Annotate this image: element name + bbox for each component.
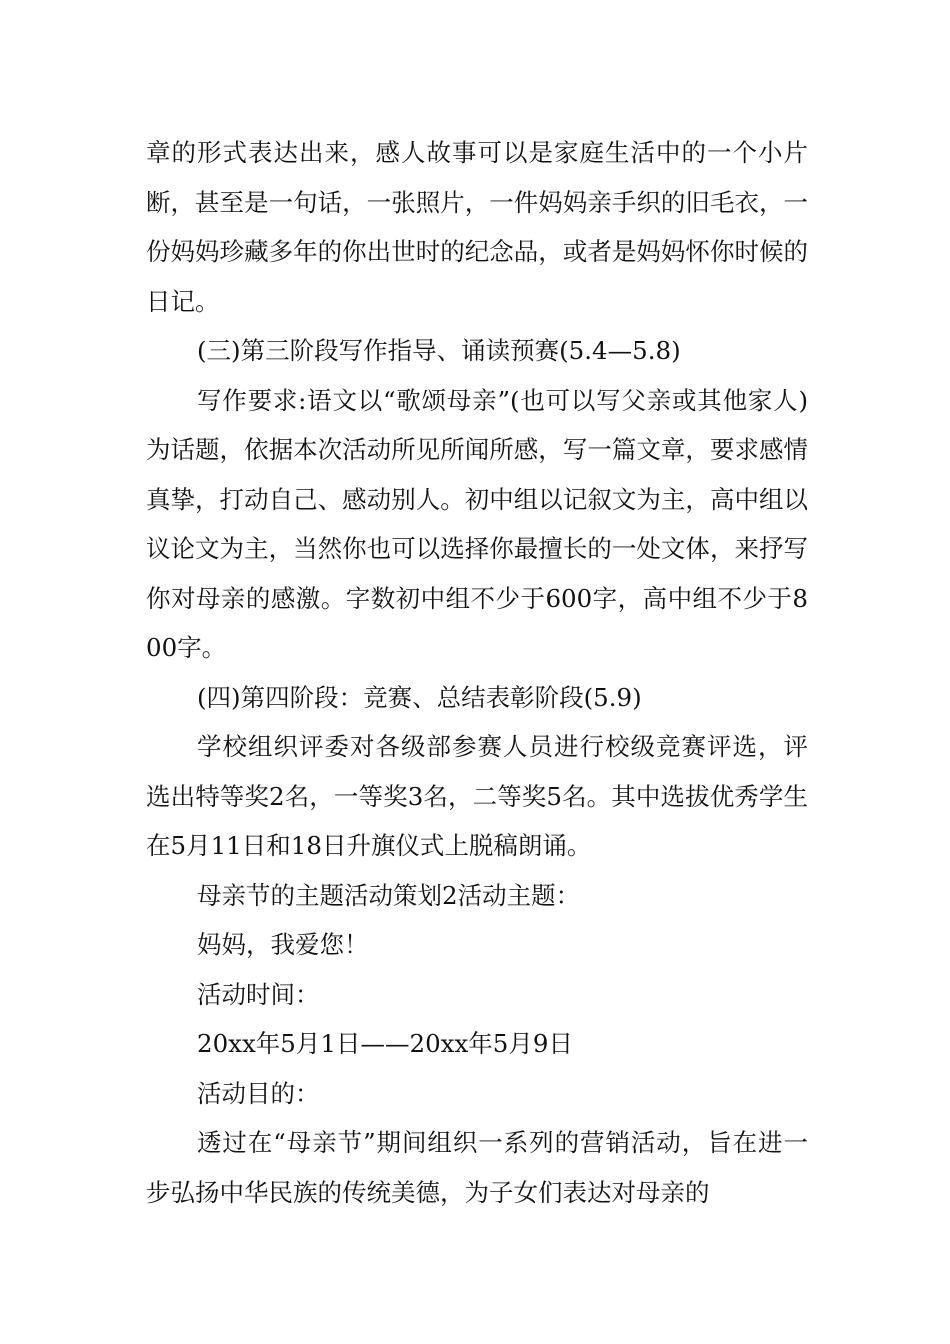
paragraph-continued: 章的形式表达出来，感人故事可以是家庭生活中的一个小片断，甚至是一句话，一张照片，一件妈妈亲手织的旧毛衣，一份妈妈珍藏多年的你出世时的纪念品，或者是妈妈怀你时候的日记。 <box>146 138 808 316</box>
paragraph-plan-two-theme-label: 母亲节的主题活动策划2活动主题： <box>197 880 581 910</box>
paragraph-writing-requirements: 写作要求:语文以“歌颂母亲”(也可以写父亲或其他家人)为话题，依据本次活动所见所闻所感，写一篇文章，要求感情真挚，打动自己、感动别人。初中组以记叙文为主，高中组以议论文为主，当然你也可以选择你最擅长的一处文体，来抒写你对母亲的感激。字数初中组不少于600字，高中组不少于800字。 <box>146 385 808 662</box>
section-heading-stage-four: (四)第四阶段：竞赛、总结表彰阶段(5.9) <box>197 682 642 712</box>
paragraph-time: 20xx年5月1日——20xx年5月9日 <box>197 1029 573 1058</box>
paragraph-theme: 妈妈，我爱您！ <box>197 930 369 959</box>
paragraph-purpose-label: 活动目的： <box>197 1078 320 1108</box>
paragraph-awards: 学校组织评委对各级部参赛人员进行校级竞赛评选，评选出特等奖2名，一等奖3名，二等奖5名。其中选拔优秀学生在5月11日和18日升旗仪式上脱稿朗诵。 <box>146 732 808 860</box>
paragraph-time-label: 活动时间： <box>197 979 320 1009</box>
document-body <box>146 128 808 1217</box>
section-heading-stage-three: (三)第三阶段写作指导、诵读预赛(5.4—5.8) <box>197 336 681 365</box>
paragraph-purpose: 透过在“母亲节”期间组织一系列的营销活动，旨在进一步弘扬中华民族的传统美德，为子女们表达对母亲的 <box>146 1128 808 1207</box>
